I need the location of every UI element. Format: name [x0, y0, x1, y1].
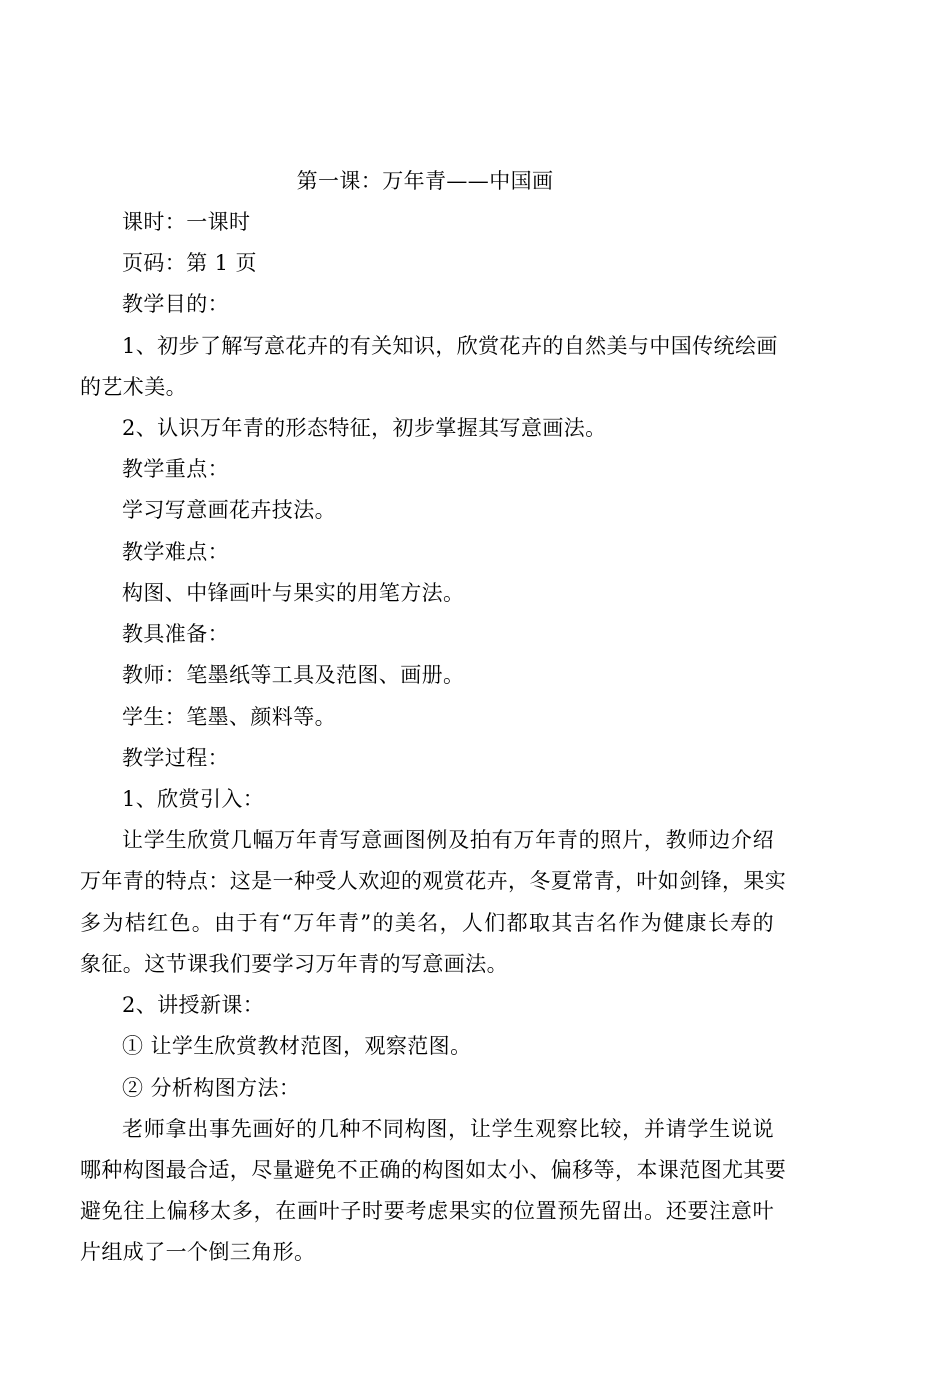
paragraph-line: 学习写意画花卉技法。	[122, 498, 336, 522]
heading-process: 教学过程：	[122, 746, 229, 770]
list-item: ② 分析构图方法：	[122, 1076, 301, 1100]
heading-objectives: 教学目的：	[122, 292, 229, 316]
paragraph-line: 多为桔红色。由于有“万年青”的美名，人们都取其吉名作为健康长寿的	[80, 911, 774, 935]
heading-difficulties: 教学难点：	[122, 540, 229, 564]
paragraph-line: 让学生欣赏几幅万年青写意画图例及拍有万年青的照片，教师边介绍	[122, 828, 774, 852]
paragraph-line: 避免往上偏移太多，在画叶子时要考虑果实的位置预先留出。还要注意叶	[80, 1199, 774, 1223]
page-number: 页码：第 1 页	[122, 251, 257, 275]
paragraph-line: 2、认识万年青的形态特征，初步掌握其写意画法。	[122, 416, 607, 440]
paragraph-line: 象征。这节课我们要学习万年青的写意画法。	[80, 952, 508, 976]
paragraph-line: 1、初步了解写意花卉的有关知识，欣赏花卉的自然美与中国传统绘画	[122, 334, 778, 358]
paragraph-line: 教师：笔墨纸等工具及范图、画册。	[122, 663, 465, 687]
subheading-intro: 1、欣赏引入：	[122, 787, 265, 811]
heading-key-points: 教学重点：	[122, 457, 229, 481]
subheading-new-lesson: 2、讲授新课：	[122, 993, 265, 1017]
heading-materials: 教具准备：	[122, 622, 229, 646]
class-hours: 课时：一课时	[122, 210, 251, 234]
paragraph-line: 学生：笔墨、颜料等。	[122, 705, 336, 729]
paragraph-line: 构图、中锋画叶与果实的用笔方法。	[122, 581, 465, 605]
paragraph-line: 万年青的特点：这是一种受人欢迎的观赏花卉，冬夏常青，叶如剑锋，果实	[80, 869, 787, 893]
lesson-title: 第一课：万年青——中国画	[296, 169, 554, 193]
paragraph-line: 片组成了一个倒三角形。	[80, 1240, 316, 1264]
paragraph-line: 的艺术美。	[80, 375, 187, 399]
paragraph-line: 老师拿出事先画好的几种不同构图，让学生观察比较，并请学生说说	[122, 1117, 774, 1141]
paragraph-line: 哪种构图最合适，尽量避免不正确的构图如太小、偏移等，本课范图尤其要	[80, 1158, 787, 1182]
list-item: ① 让学生欣赏教材范图，观察范图。	[122, 1034, 472, 1058]
